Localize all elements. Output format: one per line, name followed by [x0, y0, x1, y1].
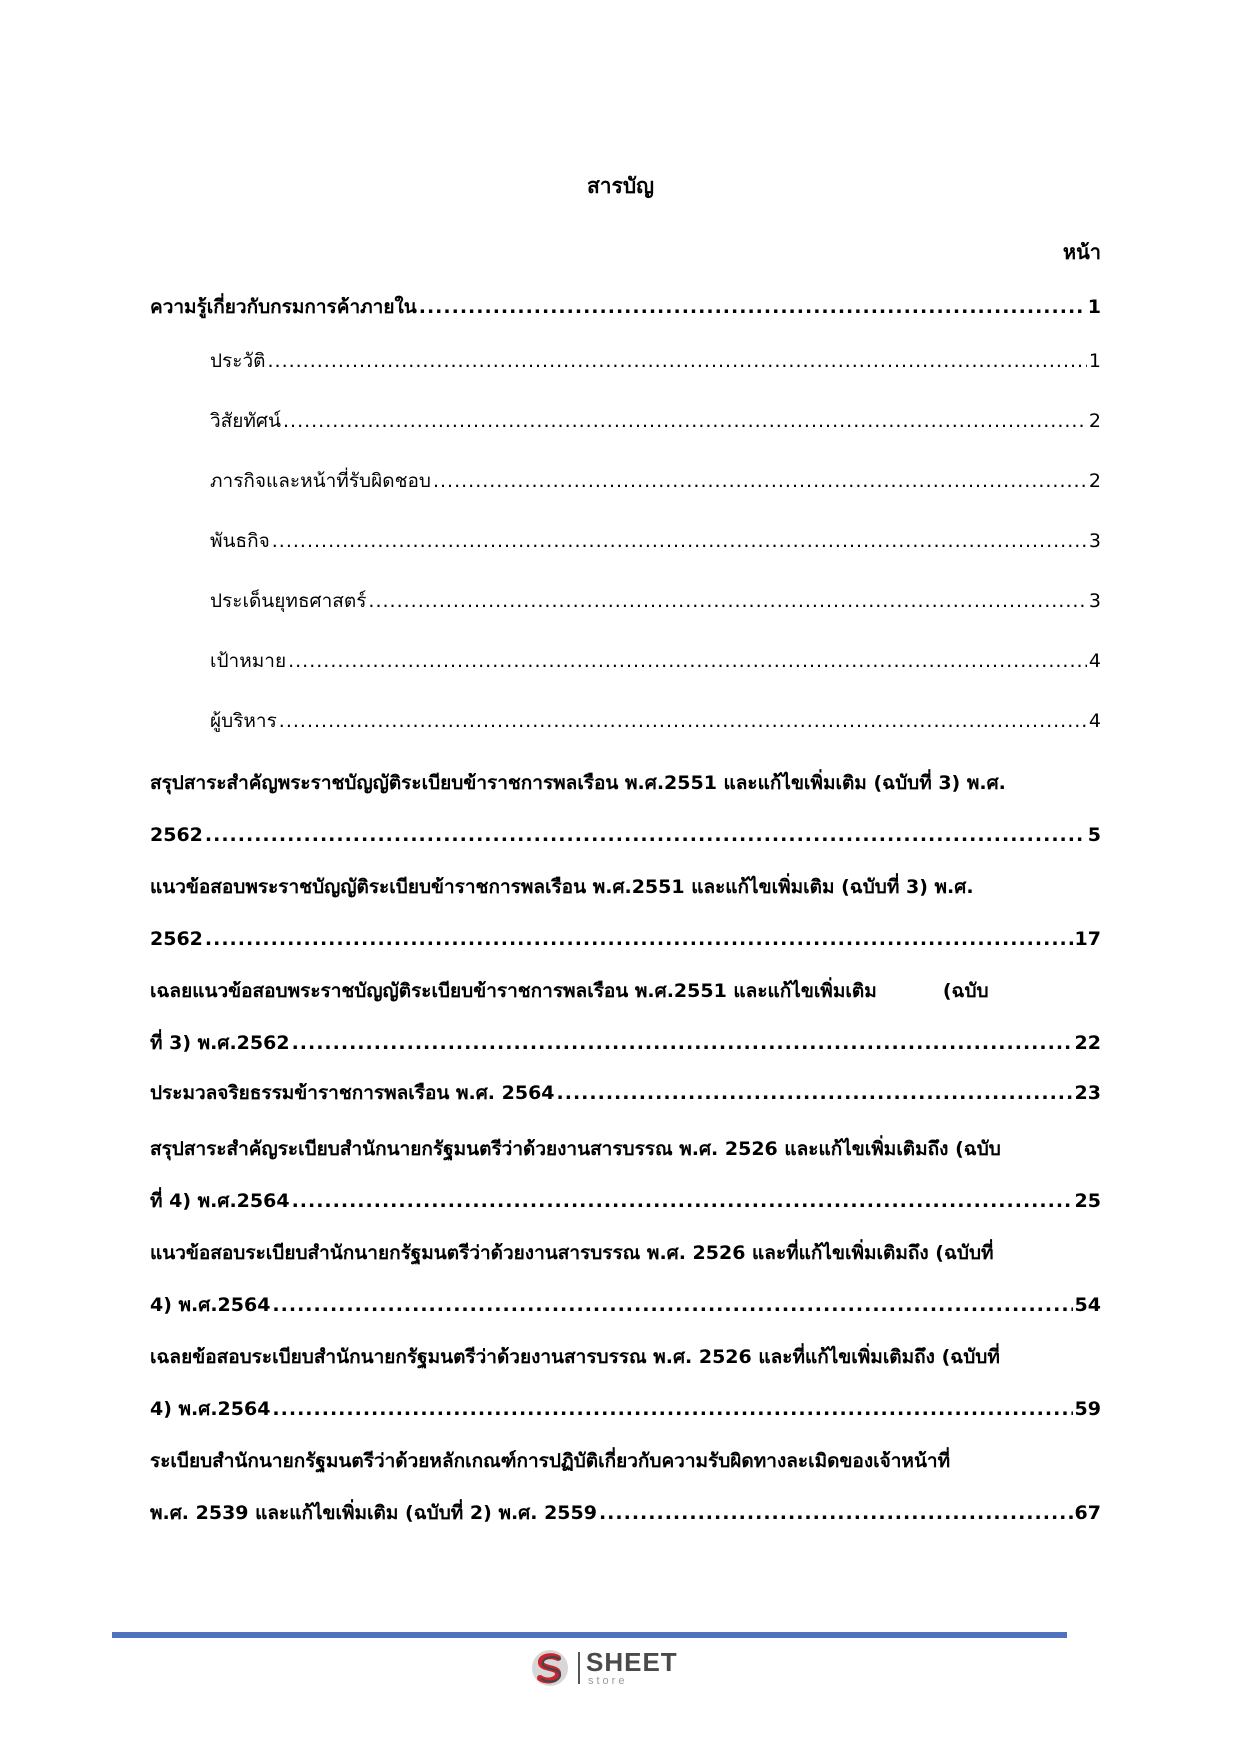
logo-divider [578, 1652, 580, 1684]
toc-entry-text: ประเด็นยุทธศาสตร์ [210, 590, 367, 612]
toc-entry-text: เฉลยข้อสอบระเบียบสำนักนายกรัฐมนตรีว่าด้วยงานสารบรรณ พ.ศ. 2526 และที่แก้ไขเพิ่มเติมถึง (ฉบับที่ [150, 1346, 1000, 1368]
toc-entry-text-cont: 2562 [150, 824, 203, 846]
toc-entry-page: 23 [1074, 1082, 1101, 1104]
logo-subtext: store [588, 1675, 628, 1687]
toc-entry-text-cont: 4) พ.ศ.2564 [150, 1398, 271, 1420]
toc-subentry[interactable] [210, 586, 1101, 616]
toc-entry[interactable] [150, 292, 1101, 322]
toc-entry-text-cont: พ.ศ. 2539 และแก้ไขเพิ่มเติม (ฉบับที่ 2) พ.ศ. 2559 [150, 1502, 597, 1524]
toc-leader [292, 1028, 1073, 1058]
toc-leader [433, 466, 1087, 496]
toc-entry-page: 4 [1088, 650, 1101, 672]
toc-entry[interactable] [150, 872, 1101, 954]
toc-leader [599, 1498, 1073, 1528]
toc-entry-text: ระเบียบสำนักนายกรัฐมนตรีว่าด้วยหลักเกณฑ์การปฏิบัติเกี่ยวกับความรับผิดทางละเมิดของเจ้าหน้าที่ [150, 1450, 951, 1472]
logo-text: SHEET [586, 1647, 678, 1677]
toc-entry-page: 1 [1087, 296, 1101, 318]
toc-leader [205, 924, 1073, 954]
toc-entry-page: 54 [1074, 1294, 1101, 1316]
toc-entry[interactable] [150, 976, 1101, 1058]
page-title: สารบัญ [586, 174, 655, 198]
toc-leader [272, 526, 1087, 556]
toc-subentry[interactable] [210, 646, 1101, 676]
toc-entry-page: 2 [1088, 410, 1101, 432]
toc-entry-text: เป้าหมาย [210, 650, 287, 672]
toc-entry-text: สรุปสาระสำคัญระเบียบสำนักนายกรัฐมนตรีว่าด้วยงานสารบรรณ พ.ศ. 2526 และแก้ไขเพิ่มเติมถึง (ฉบับ [150, 1138, 1001, 1160]
toc-entry-text: สรุปสาระสำคัญพระราชบัญญัติระเบียบข้าราชการพลเรือน พ.ศ.2551 และแก้ไขเพิ่มเติม (ฉบับที่ 3) พ.ศ. [150, 772, 1006, 794]
toc-entry-text-cont: ที่ 4) พ.ศ.2564 [150, 1190, 290, 1212]
toc-entry-text: แนวข้อสอบพระราชบัญญัติระเบียบข้าราชการพลเรือน พ.ศ.2551 และแก้ไขเพิ่มเติม (ฉบับที่ 3) พ.ศ. [150, 876, 974, 898]
toc-subentry[interactable] [210, 466, 1101, 496]
toc-entry-page: 67 [1074, 1502, 1101, 1524]
toc-entry-text: ประวัติ [210, 350, 266, 372]
toc-entry-text: พันธกิจ [210, 530, 270, 552]
footer-rule [112, 1632, 1067, 1638]
toc-leader [557, 1078, 1073, 1108]
sheet-store-logo-icon [530, 1648, 570, 1688]
toc-entry-page: 5 [1087, 824, 1101, 846]
sheet-store-logo [530, 1648, 690, 1688]
toc-leader [283, 406, 1087, 436]
toc-entry-page: 2 [1088, 470, 1101, 492]
toc-leader [368, 586, 1086, 616]
toc-entry-text: วิสัยทัศน์ [210, 410, 281, 432]
toc-subentry[interactable] [210, 346, 1101, 376]
toc-entry-text-cont: ที่ 3) พ.ศ.2562 [150, 1032, 290, 1054]
toc-entry-text-cont: 4) พ.ศ.2564 [150, 1294, 271, 1316]
toc-entry-text: ความรู้เกี่ยวกับกรมการค้าภายใน [150, 296, 417, 318]
toc-entry-text-cont: 2562 [150, 928, 203, 950]
toc-entry-page: 22 [1074, 1032, 1101, 1054]
toc-entry[interactable] [150, 1446, 1101, 1528]
toc-entry-text: แนวข้อสอบระเบียบสำนักนายกรัฐมนตรีว่าด้วยงานสารบรรณ พ.ศ. 2526 และที่แก้ไขเพิ่มเติมถึง (ฉบับที่ [150, 1242, 994, 1264]
toc-entry-text: ผู้บริหาร [210, 710, 277, 732]
toc-leader [267, 346, 1086, 376]
toc-leader [279, 706, 1087, 736]
toc-entry[interactable] [150, 1134, 1101, 1216]
toc-entry-page: 1 [1088, 350, 1101, 372]
toc-entry-page: 3 [1088, 590, 1101, 612]
toc-leader [272, 1394, 1072, 1424]
toc-leader [288, 646, 1087, 676]
toc-entry-text: เฉลยแนวข้อสอบพระราชบัญญัติระเบียบข้าราชการพลเรือน พ.ศ.2551 และแก้ไขเพิ่มเติม (ฉบับ [150, 980, 989, 1002]
toc-subentry[interactable] [210, 406, 1101, 436]
toc-leader [272, 1290, 1072, 1320]
page-column-label: หน้า [1062, 240, 1101, 264]
toc-entry-page: 4 [1088, 710, 1101, 732]
toc-entry-page: 59 [1074, 1398, 1101, 1420]
toc-entry-text: ประมวลจริยธรรมข้าราชการพลเรือน พ.ศ. 2564 [150, 1082, 555, 1104]
toc-entry-page: 17 [1074, 928, 1101, 950]
toc-entry[interactable] [150, 1078, 1101, 1108]
toc-entry[interactable] [150, 768, 1101, 850]
toc-subentry[interactable] [210, 706, 1101, 736]
toc-entry-page: 25 [1074, 1190, 1101, 1212]
toc-entry-text: ภารกิจและหน้าที่รับผิดชอบ [210, 470, 431, 492]
toc-entry[interactable] [150, 1342, 1101, 1424]
toc-subentry[interactable] [210, 526, 1101, 556]
toc-leader [292, 1186, 1073, 1216]
toc-entry-page: 3 [1088, 530, 1101, 552]
toc-leader [205, 820, 1086, 850]
toc-entry[interactable] [150, 1238, 1101, 1320]
toc-leader [419, 292, 1086, 322]
